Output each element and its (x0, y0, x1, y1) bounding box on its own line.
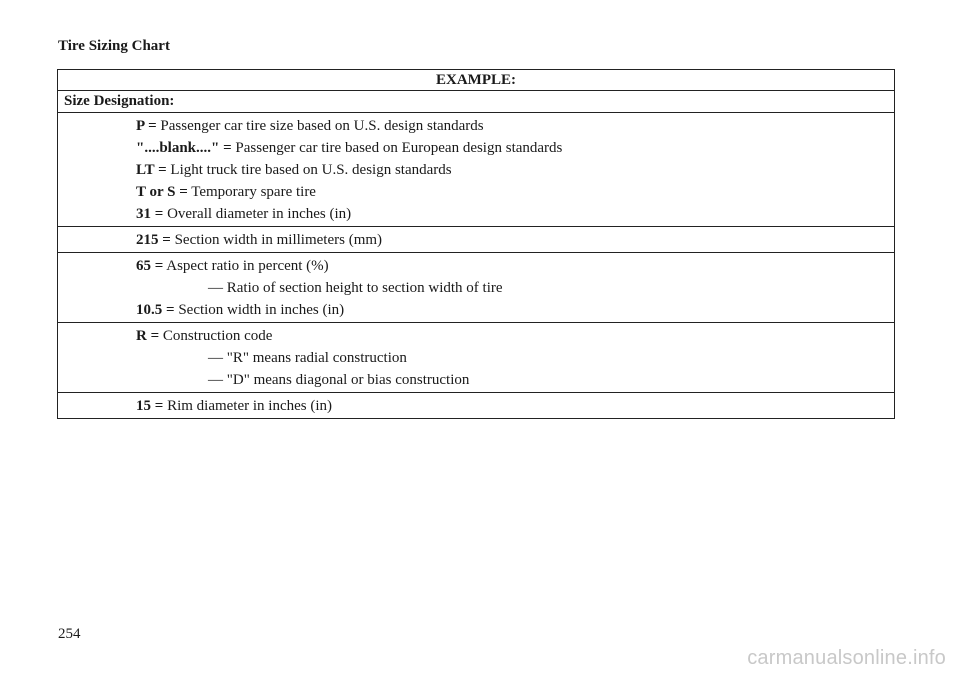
definition-term: LT = (136, 162, 167, 178)
definition-line (58, 255, 894, 277)
definition-text: Overall diameter in inches (in) (163, 206, 352, 222)
definition-term: "....blank...." = (136, 140, 232, 156)
size-designation-label: Size Designation: (58, 90, 894, 112)
definition-line (58, 137, 894, 159)
table-row-construction (58, 322, 894, 392)
definition-line (58, 325, 894, 347)
definition-text: Light truck tire based on U.S. design standards (166, 162, 452, 178)
definition-term: 31 = (136, 206, 164, 222)
definition-term: 65 = (136, 258, 164, 274)
definition-subline: — Ratio of section height to section width of tire (208, 280, 503, 296)
definition-term: T or S = (136, 184, 188, 200)
definition-subline: — "R" means radial construction (208, 350, 407, 366)
definition-line (58, 395, 894, 417)
watermark-text: carmanualsonline.info (747, 647, 946, 669)
definition-subline: — "D" means diagonal or bias construction (208, 372, 470, 388)
definition-term: P = (136, 118, 157, 134)
table-row-rim-diameter (58, 392, 894, 418)
table-row-section-width (58, 226, 894, 252)
definition-line (58, 181, 894, 203)
definition-term: 215 = (136, 232, 171, 248)
definition-term: R = (136, 328, 160, 344)
definition-text: Rim diameter in inches (in) (163, 398, 333, 414)
definition-text: Passenger car tire based on European design standards (231, 140, 563, 156)
page-title: Tire Sizing Chart (58, 38, 170, 54)
definition-line (58, 203, 894, 225)
definition-text: Section width in inches (in) (174, 302, 345, 318)
definition-term: 15 = (136, 398, 164, 414)
table-row-aspect-ratio (58, 252, 894, 322)
definition-text: Construction code (159, 328, 273, 344)
definition-line (58, 299, 894, 321)
definition-line (58, 229, 894, 251)
definition-line (58, 159, 894, 181)
definition-line (58, 115, 894, 137)
definition-term: 10.5 = (136, 302, 175, 318)
definition-text: Section width in millimeters (mm) (170, 232, 383, 248)
definition-text: Aspect ratio in percent (%) (163, 258, 329, 274)
table-row-tire-type (58, 112, 894, 226)
definition-text: Passenger car tire size based on U.S. design standards (156, 118, 484, 134)
table-header: EXAMPLE: (436, 72, 516, 88)
tire-sizing-table (57, 69, 895, 419)
definition-text: Temporary spare tire (187, 184, 316, 200)
page-number: 254 (58, 626, 81, 642)
